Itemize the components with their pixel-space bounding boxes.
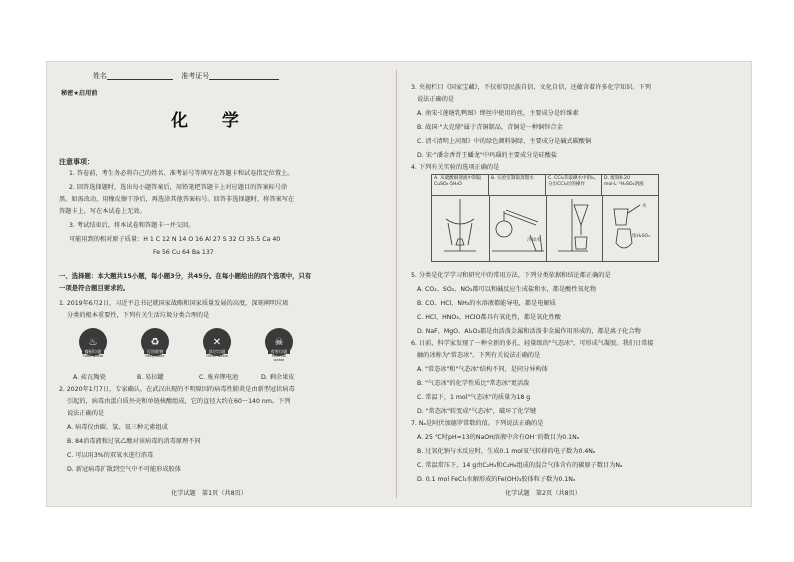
bin-label: 餐厨垃圾 bbox=[82, 349, 104, 354]
apparatus-drawings bbox=[432, 195, 658, 259]
question-line: 2. 2020年1月7日，专家确认，在武汉出现的不明原因的病毒性肺炎是由新型冠状病毒 bbox=[59, 386, 295, 393]
question-option: A. 25 ℃时pH=13的NaOH溶液中含有OH⁻的数目为0.1Nₐ bbox=[417, 434, 580, 441]
lab-apparatus-table bbox=[431, 174, 659, 262]
name-field bbox=[93, 72, 279, 80]
bin-label-en: Other waste bbox=[206, 354, 228, 358]
recycle-icon: ♻ bbox=[150, 336, 160, 348]
question-option: A. 南宋·《莲塘乳鸭图》缂丝中使用的丝，主要成分是纤维素 bbox=[417, 110, 579, 117]
question-line: 说法正确的是 bbox=[67, 410, 105, 417]
section-heading: 一、选择题：本大题共15小题，每小题3分，共45分。在每小题给出的四个选项中，只有 bbox=[59, 272, 312, 280]
lab-option-a: A. 从硫酸铜溶液中制取CuSO₄·5H₂O bbox=[432, 175, 489, 195]
secret-mark: 秘密★启用前 bbox=[61, 90, 98, 97]
beaker-icon bbox=[614, 209, 628, 225]
bin-icon-harmful bbox=[259, 328, 299, 362]
bin-icon-food bbox=[73, 328, 113, 358]
notice-line: 1. 答卷前，考生务必将自己的姓名、准考证号等填写在答题卡和试卷指定位置上。 bbox=[69, 170, 294, 177]
page-title: 化 学 bbox=[171, 111, 253, 131]
bin-label: 其它垃圾 bbox=[206, 349, 228, 354]
question-line: 触的冰称为"常态冰"。下列有关说法正确的是 bbox=[417, 352, 541, 359]
question-line: 1. 2019年6月2日，习近平总书记就国家战略和国家质量发展的高度，深刻阐明垃圾 bbox=[59, 300, 289, 307]
question-line: 引起的，病毒由蛋白质外壳和单链核酸组成，它的直径大约在60～140 nm。下列 bbox=[67, 398, 291, 405]
question-line: 4. 下列有关实验的选项正确的是 bbox=[411, 164, 500, 171]
beaker-icon bbox=[575, 237, 587, 249]
bin-icon-other bbox=[197, 328, 237, 358]
question-option: A. CO₂、SO₂、NO₂都可以和碱反应生成盐和水，都是酸性氧化物 bbox=[417, 286, 597, 293]
bin-label: 有害垃圾 bbox=[268, 349, 290, 354]
exam-no-underline bbox=[209, 72, 279, 80]
notice-heading: 注意事项： bbox=[59, 158, 94, 166]
question-option: A. 病毒仅由碳、氢、氧三种元素组成 bbox=[67, 424, 168, 431]
question-option: D. 宋·"潘金香背王蟠龙"中玛瑙的主要成分是硅酸盐 bbox=[417, 152, 558, 159]
exam-no-label: 准考证号 bbox=[181, 72, 210, 80]
atomic-mass-line: Fe 56 Cu 64 Ba 137 bbox=[153, 249, 214, 256]
lab-option-b: B. 实验室制取蒸馏水 bbox=[489, 175, 546, 195]
question-option: B. 过氧化钠与水反应时，生成0.1 mol氧气转移的电子数为0.4Nₐ bbox=[417, 448, 596, 455]
separatory-funnel-icon bbox=[574, 205, 588, 225]
question-option: C. 常温下，1 mol"气态冰"的质量为18 g bbox=[417, 394, 531, 401]
food-waste-icon: ♨ bbox=[88, 336, 98, 348]
question-option: B. "气态冰"的化学性质比"常态冰"更活泼 bbox=[417, 380, 530, 387]
bin-label: 可回收物 bbox=[144, 349, 166, 354]
option-a: A. 砖瓦陶瓷 bbox=[73, 374, 106, 381]
cooling-water-label: 冷却水 bbox=[527, 238, 541, 243]
question-line: 6. 日前，科学家发现了一种全新的多孔、轻量级的"气态冰"，可形成气凝胶。我们日常接 bbox=[411, 340, 654, 347]
water-label: 水 bbox=[642, 204, 647, 209]
left-column bbox=[53, 62, 389, 506]
question-option: D. 0.1 mol FeCl₃水解形成的Fe(OH)₃胶体粒子数为0.1Nₐ bbox=[417, 476, 576, 483]
bin-label-en: Harmful waste bbox=[271, 354, 287, 362]
condenser-icon bbox=[504, 213, 536, 225]
column-divider bbox=[396, 70, 397, 498]
question-option: D. "常态冰"转变成"气态冰"，破坏了化学键 bbox=[417, 408, 537, 415]
bin-label-en: Recyclable bbox=[145, 354, 165, 358]
bin-icon-recyclable bbox=[135, 328, 175, 358]
bin-label-en: Food waste bbox=[82, 354, 104, 358]
lab-option-d: D. 配制0.20 mol·L⁻¹H₂SO₄溶液 bbox=[604, 176, 644, 187]
page-footer-right: 化学试题 第2页（共8页） bbox=[505, 490, 581, 497]
question-option: D. 新冠病毒扩散到空气中不可能形成胶体 bbox=[67, 466, 181, 473]
name-label: 姓名 bbox=[93, 72, 107, 80]
right-column bbox=[405, 62, 745, 506]
question-option: B. CO、HCl、NH₃的水溶液都能导电，都是电解质 bbox=[417, 300, 556, 307]
question-option: C. 常温常压下，14 g由C₂H₄和C₃H₆组成的混合气体含有的碳原子数目为Nₐ bbox=[417, 462, 623, 469]
option-d: D. 剩余果皮 bbox=[261, 374, 295, 381]
question-line: 分类的根本重要性，下列有关生活垃圾分类合理的是 bbox=[67, 312, 210, 319]
question-line: 5. 分类是化学学习和研究中的常用方法，下列分类依据和结论都正确的是 bbox=[411, 272, 611, 279]
acid-label: 浓H₂SO₄ bbox=[632, 234, 650, 239]
lab-option-c: C. CCl₄萃取碘水中的I₂，分出CCl₄层的操作 bbox=[546, 175, 602, 195]
question-line: 3. 央视栏目《国家宝藏》，不仅彰显民族自信、文化自信，还蕴含着许多化学知识。下列 bbox=[411, 84, 651, 91]
question-option: C. 可以用3%的双氧水进行消毒 bbox=[67, 452, 154, 459]
atomic-mass-line: 可能用到的相对原子质量：H 1 C 12 N 14 O 16 Al 27 S 32 Cl 35.5 Ca 40 bbox=[69, 236, 281, 243]
question-option: B. 84消毒液和过氧乙酸对该病毒的消毒原理不同 bbox=[67, 438, 201, 445]
notice-line: 黑。如需改动，用橡皮擦干净后，再选涂其他答案标号。回答非选择题时，将答案写在 bbox=[59, 196, 295, 203]
harmful-waste-icon: ☠ bbox=[274, 336, 284, 348]
section-heading: 一项是符合题目要求的。 bbox=[59, 284, 130, 292]
exam-sheet bbox=[47, 62, 751, 506]
volumetric-flask-icon bbox=[616, 229, 632, 248]
question-line: 说法正确的是 bbox=[417, 96, 455, 103]
question-option: C. HCl、HNO₃、HClO都具有氧化性，都是氧化性酸 bbox=[417, 314, 561, 321]
option-c: C. 废弃锂电池 bbox=[199, 374, 239, 381]
notice-line: 答题卡上，写在本试卷上无效。 bbox=[59, 208, 146, 215]
page-footer-left: 化学试题 第1页（共8页） bbox=[171, 490, 247, 497]
question-line: 7. Nₐ是阿伏加德罗常数的值。下列说法正确的是 bbox=[411, 420, 544, 427]
question-option: A. "常态冰"和"气态冰"结构不同，是同分异构体 bbox=[417, 366, 548, 373]
notice-line: 3. 考试结束后，将本试卷和答题卡一并交回。 bbox=[69, 222, 195, 229]
option-b: B. 易拉罐 bbox=[137, 374, 164, 381]
question-option: B. 战国·"大克鼎"属于青铜制品，青铜是一种铜锌合金 bbox=[417, 124, 563, 131]
question-option: C. 清·《清明上河图》中的绿色颜料铜绿，主要成分是碱式碳酸铜 bbox=[417, 138, 592, 145]
question-option: D. NaF、MgO、Al₂O₃都是由活泼金属和活泼非金属作用形成的，都是离子化合物 bbox=[417, 328, 641, 335]
other-waste-icon: ✕ bbox=[212, 336, 222, 348]
notice-line: 2. 回答选择题时，选出每小题答案后，用铅笔把答题卡上对应题目的答案标号涂 bbox=[69, 184, 288, 191]
name-underline bbox=[107, 72, 173, 80]
distilling-flask-icon bbox=[496, 221, 512, 237]
